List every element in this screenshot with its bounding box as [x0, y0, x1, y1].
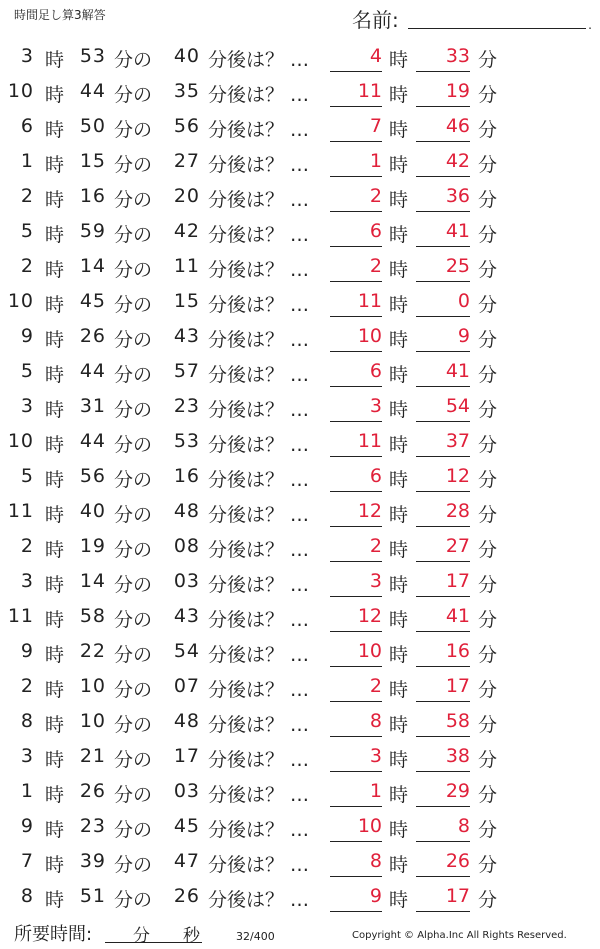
- question-text: 分後は？ …: [208, 749, 310, 771]
- added-minutes: 27: [173, 150, 200, 172]
- hour-unit: 時: [45, 539, 65, 561]
- minute-unit: 分: [478, 329, 498, 351]
- answer-minute[interactable]: 29: [416, 780, 470, 807]
- problem-list: [0, 40, 600, 915]
- added-minutes: 45: [173, 815, 200, 837]
- minute-unit: 分: [478, 189, 498, 211]
- hour-unit: 時: [45, 784, 65, 806]
- problem-row: [0, 75, 600, 110]
- problem-row: [0, 285, 600, 320]
- question-text: 分後は？ …: [208, 539, 310, 561]
- answer-hour[interactable]: 11: [330, 80, 382, 107]
- hour-unit: 時: [389, 644, 409, 666]
- added-minutes: 48: [173, 500, 200, 522]
- start-minute: 15: [79, 150, 106, 172]
- minute-of-label: 分の: [114, 644, 153, 666]
- minute-unit: 分: [478, 784, 498, 806]
- hour-unit: 時: [389, 784, 409, 806]
- question-text: 分後は？ …: [208, 119, 310, 141]
- answer-minute[interactable]: 27: [416, 535, 470, 562]
- hour-unit: 時: [389, 399, 409, 421]
- minute-of-label: 分の: [114, 784, 153, 806]
- answer-minute[interactable]: 17: [416, 570, 470, 597]
- answer-hour[interactable]: 3: [330, 570, 382, 597]
- start-minute: 23: [79, 815, 106, 837]
- added-minutes: 53: [173, 430, 200, 452]
- problem-row: [0, 40, 600, 75]
- answer-hour[interactable]: 1: [330, 780, 382, 807]
- answer-minute[interactable]: 28: [416, 500, 470, 527]
- question-text: 分後は？ …: [208, 224, 310, 246]
- hour-unit: 時: [389, 609, 409, 631]
- name-underline: [408, 28, 586, 29]
- minute-unit: 分: [478, 889, 498, 911]
- start-hour: 9: [20, 815, 34, 837]
- hour-unit: 時: [389, 434, 409, 456]
- minute-of-label: 分の: [114, 49, 153, 71]
- added-minutes: 47: [173, 850, 200, 872]
- problem-row: [0, 810, 600, 845]
- answer-hour[interactable]: 2: [330, 675, 382, 702]
- minute-unit: 分: [478, 644, 498, 666]
- minute-of-label: 分の: [114, 574, 153, 596]
- question-text: 分後は？ …: [208, 49, 310, 71]
- minute-unit: 分: [478, 574, 498, 596]
- question-text: 分後は？ …: [208, 259, 310, 281]
- start-minute: 40: [79, 500, 106, 522]
- minute-unit: 分: [478, 854, 498, 876]
- start-hour: 9: [20, 325, 34, 347]
- minute-unit: 分: [478, 364, 498, 386]
- name-field[interactable]: [352, 4, 592, 30]
- hour-unit: 時: [45, 399, 65, 421]
- minute-of-label: 分の: [114, 539, 153, 561]
- hour-unit: 時: [389, 119, 409, 141]
- added-minutes: 07: [173, 675, 200, 697]
- hour-unit: 時: [389, 49, 409, 71]
- hour-unit: 時: [389, 854, 409, 876]
- hour-unit: 時: [45, 154, 65, 176]
- minute-of-label: 分の: [114, 399, 153, 421]
- answer-minute[interactable]: 16: [416, 640, 470, 667]
- minute-of-label: 分の: [114, 609, 153, 631]
- start-minute: 58: [79, 605, 106, 627]
- question-text: 分後は？ …: [208, 504, 310, 526]
- worksheet-title: 時間足し算3解答: [14, 8, 106, 22]
- hour-unit: 時: [45, 749, 65, 771]
- added-minutes: 35: [173, 80, 200, 102]
- answer-minute[interactable]: 19: [416, 80, 470, 107]
- question-text: 分後は？ …: [208, 84, 310, 106]
- answer-minute[interactable]: 33: [416, 45, 470, 72]
- problem-row: [0, 390, 600, 425]
- name-label: 名前:: [352, 8, 399, 32]
- copyright: Copyright © Alpha.Inc All Rights Reserved.: [352, 930, 567, 941]
- hour-unit: 時: [389, 84, 409, 106]
- time-seconds-label: 秒: [183, 926, 200, 946]
- minute-unit: 分: [478, 469, 498, 491]
- problem-row: [0, 355, 600, 390]
- hour-unit: 時: [389, 714, 409, 736]
- answer-minute[interactable]: 25: [416, 255, 470, 282]
- start-minute: 50: [79, 115, 106, 137]
- answer-hour[interactable]: 12: [330, 500, 382, 527]
- minute-unit: 分: [478, 119, 498, 141]
- start-minute: 16: [79, 185, 106, 207]
- question-text: 分後は？ …: [208, 819, 310, 841]
- hour-unit: 時: [45, 434, 65, 456]
- minute-unit: 分: [478, 154, 498, 176]
- minute-of-label: 分の: [114, 469, 153, 491]
- question-text: 分後は？ …: [208, 609, 310, 631]
- start-minute: 53: [79, 45, 106, 67]
- start-minute: 45: [79, 290, 106, 312]
- start-hour: 8: [20, 885, 34, 907]
- start-hour: 1: [20, 780, 34, 802]
- problem-row: [0, 250, 600, 285]
- answer-minute[interactable]: 9: [416, 325, 470, 352]
- answer-minute[interactable]: 38: [416, 745, 470, 772]
- question-text: 分後は？ …: [208, 469, 310, 491]
- problem-row: [0, 180, 600, 215]
- problem-row: [0, 635, 600, 670]
- start-minute: 26: [79, 325, 106, 347]
- answer-minute[interactable]: 17: [416, 885, 470, 912]
- added-minutes: 20: [173, 185, 200, 207]
- added-minutes: 08: [173, 535, 200, 557]
- start-minute: 39: [79, 850, 106, 872]
- question-text: 分後は？ …: [208, 329, 310, 351]
- hour-unit: 時: [45, 119, 65, 141]
- start-minute: 14: [79, 570, 106, 592]
- start-hour: 8: [20, 710, 34, 732]
- answer-hour[interactable]: 3: [330, 745, 382, 772]
- hour-unit: 時: [45, 224, 65, 246]
- problem-row: [0, 110, 600, 145]
- problem-row: [0, 320, 600, 355]
- name-period: .: [588, 18, 592, 32]
- start-minute: 51: [79, 885, 106, 907]
- problem-row: [0, 845, 600, 880]
- start-hour: 2: [20, 185, 34, 207]
- start-minute: 44: [79, 360, 106, 382]
- hour-unit: 時: [389, 819, 409, 841]
- added-minutes: 17: [173, 745, 200, 767]
- minute-of-label: 分の: [114, 189, 153, 211]
- answer-hour[interactable]: 2: [330, 535, 382, 562]
- added-minutes: 43: [173, 605, 200, 627]
- answer-hour[interactable]: 2: [330, 185, 382, 212]
- problem-row: [0, 775, 600, 810]
- start-hour: 2: [20, 675, 34, 697]
- hour-unit: 時: [389, 469, 409, 491]
- hour-unit: 時: [45, 504, 65, 526]
- start-hour: 11: [7, 500, 34, 522]
- start-hour: 5: [20, 465, 34, 487]
- added-minutes: 26: [173, 885, 200, 907]
- answer-minute[interactable]: 41: [416, 605, 470, 632]
- problem-row: [0, 145, 600, 180]
- added-minutes: 42: [173, 220, 200, 242]
- question-text: 分後は？ …: [208, 154, 310, 176]
- hour-unit: 時: [389, 889, 409, 911]
- minute-of-label: 分の: [114, 749, 153, 771]
- minute-of-label: 分の: [114, 294, 153, 316]
- minute-unit: 分: [478, 609, 498, 631]
- hour-unit: 時: [45, 644, 65, 666]
- minute-unit: 分: [478, 504, 498, 526]
- minute-of-label: 分の: [114, 679, 153, 701]
- time-required-label: 所要時間:: [14, 924, 93, 945]
- start-hour: 3: [20, 395, 34, 417]
- minute-of-label: 分の: [114, 889, 153, 911]
- answer-hour[interactable]: 6: [330, 360, 382, 387]
- problem-row: [0, 670, 600, 705]
- hour-unit: 時: [389, 504, 409, 526]
- minute-of-label: 分の: [114, 154, 153, 176]
- hour-unit: 時: [389, 189, 409, 211]
- start-hour: 5: [20, 220, 34, 242]
- question-text: 分後は？ …: [208, 399, 310, 421]
- hour-unit: 時: [389, 224, 409, 246]
- problem-row: [0, 600, 600, 635]
- hour-unit: 時: [389, 574, 409, 596]
- start-hour: 2: [20, 255, 34, 277]
- answer-hour[interactable]: 7: [330, 115, 382, 142]
- answer-hour[interactable]: 9: [330, 885, 382, 912]
- added-minutes: 56: [173, 115, 200, 137]
- minute-of-label: 分の: [114, 854, 153, 876]
- answer-minute[interactable]: 41: [416, 360, 470, 387]
- start-hour: 3: [20, 570, 34, 592]
- added-minutes: 54: [173, 640, 200, 662]
- hour-unit: 時: [45, 714, 65, 736]
- hour-unit: 時: [45, 574, 65, 596]
- answer-minute[interactable]: 37: [416, 430, 470, 457]
- answer-hour[interactable]: 2: [330, 255, 382, 282]
- hour-unit: 時: [45, 189, 65, 211]
- minute-of-label: 分の: [114, 329, 153, 351]
- question-text: 分後は？ …: [208, 364, 310, 386]
- time-minutes-label: 分: [133, 926, 150, 946]
- answer-hour[interactable]: 10: [330, 325, 382, 352]
- hour-unit: 時: [45, 294, 65, 316]
- start-hour: 10: [7, 80, 34, 102]
- start-hour: 7: [20, 850, 34, 872]
- hour-unit: 時: [45, 259, 65, 281]
- start-hour: 10: [7, 430, 34, 452]
- hour-unit: 時: [45, 889, 65, 911]
- minute-of-label: 分の: [114, 364, 153, 386]
- start-hour: 5: [20, 360, 34, 382]
- added-minutes: 23: [173, 395, 200, 417]
- minute-of-label: 分の: [114, 84, 153, 106]
- problem-row: [0, 565, 600, 600]
- hour-unit: 時: [45, 679, 65, 701]
- answer-minute[interactable]: 42: [416, 150, 470, 177]
- minute-unit: 分: [478, 399, 498, 421]
- answer-hour[interactable]: 6: [330, 220, 382, 247]
- problem-row: [0, 425, 600, 460]
- hour-unit: 時: [45, 609, 65, 631]
- start-minute: 44: [79, 80, 106, 102]
- minute-unit: 分: [478, 49, 498, 71]
- minute-of-label: 分の: [114, 119, 153, 141]
- answer-minute[interactable]: 58: [416, 710, 470, 737]
- start-minute: 44: [79, 430, 106, 452]
- answer-hour[interactable]: 8: [330, 850, 382, 877]
- added-minutes: 11: [173, 255, 200, 277]
- answer-hour[interactable]: 4: [330, 45, 382, 72]
- minute-unit: 分: [478, 679, 498, 701]
- answer-minute[interactable]: 41: [416, 220, 470, 247]
- hour-unit: 時: [45, 49, 65, 71]
- problem-row: [0, 740, 600, 775]
- minute-unit: 分: [478, 259, 498, 281]
- start-minute: 59: [79, 220, 106, 242]
- answer-minute[interactable]: 0: [416, 290, 470, 317]
- minute-unit: 分: [478, 224, 498, 246]
- answer-hour[interactable]: 11: [330, 430, 382, 457]
- question-text: 分後は？ …: [208, 574, 310, 596]
- start-hour: 3: [20, 45, 34, 67]
- answer-hour[interactable]: 3: [330, 395, 382, 422]
- question-text: 分後は？ …: [208, 679, 310, 701]
- start-minute: 10: [79, 710, 106, 732]
- added-minutes: 15: [173, 290, 200, 312]
- hour-unit: 時: [45, 854, 65, 876]
- minute-unit: 分: [478, 714, 498, 736]
- hour-unit: 時: [389, 539, 409, 561]
- minute-unit: 分: [478, 434, 498, 456]
- minute-unit: 分: [478, 819, 498, 841]
- added-minutes: 43: [173, 325, 200, 347]
- start-minute: 56: [79, 465, 106, 487]
- start-minute: 10: [79, 675, 106, 697]
- answer-minute[interactable]: 46: [416, 115, 470, 142]
- added-minutes: 03: [173, 570, 200, 592]
- minute-unit: 分: [478, 749, 498, 771]
- start-minute: 22: [79, 640, 106, 662]
- question-text: 分後は？ …: [208, 189, 310, 211]
- hour-unit: 時: [389, 294, 409, 316]
- page-number: 32/400: [236, 930, 275, 943]
- start-hour: 9: [20, 640, 34, 662]
- start-hour: 3: [20, 745, 34, 767]
- start-hour: 6: [20, 115, 34, 137]
- question-text: 分後は？ …: [208, 294, 310, 316]
- answer-hour[interactable]: 12: [330, 605, 382, 632]
- start-hour: 10: [7, 290, 34, 312]
- answer-minute[interactable]: 54: [416, 395, 470, 422]
- minute-unit: 分: [478, 539, 498, 561]
- question-text: 分後は？ …: [208, 784, 310, 806]
- added-minutes: 48: [173, 710, 200, 732]
- start-minute: 26: [79, 780, 106, 802]
- hour-unit: 時: [45, 819, 65, 841]
- minute-unit: 分: [478, 294, 498, 316]
- hour-unit: 時: [389, 364, 409, 386]
- hour-unit: 時: [389, 259, 409, 281]
- answer-hour[interactable]: 10: [330, 815, 382, 842]
- question-text: 分後は？ …: [208, 434, 310, 456]
- problem-row: [0, 705, 600, 740]
- answer-hour[interactable]: 8: [330, 710, 382, 737]
- start-minute: 19: [79, 535, 106, 557]
- hour-unit: 時: [45, 329, 65, 351]
- added-minutes: 16: [173, 465, 200, 487]
- start-minute: 14: [79, 255, 106, 277]
- answer-minute[interactable]: 36: [416, 185, 470, 212]
- start-hour: 1: [20, 150, 34, 172]
- hour-unit: 時: [389, 154, 409, 176]
- start-hour: 2: [20, 535, 34, 557]
- minute-of-label: 分の: [114, 434, 153, 456]
- question-text: 分後は？ …: [208, 644, 310, 666]
- problem-row: [0, 215, 600, 250]
- question-text: 分後は？ …: [208, 854, 310, 876]
- problem-row: [0, 530, 600, 565]
- minute-of-label: 分の: [114, 504, 153, 526]
- hour-unit: 時: [389, 329, 409, 351]
- hour-unit: 時: [45, 84, 65, 106]
- answer-minute[interactable]: 8: [416, 815, 470, 842]
- question-text: 分後は？ …: [208, 714, 310, 736]
- answer-minute[interactable]: 17: [416, 675, 470, 702]
- minute-of-label: 分の: [114, 224, 153, 246]
- minute-of-label: 分の: [114, 259, 153, 281]
- added-minutes: 57: [173, 360, 200, 382]
- added-minutes: 03: [173, 780, 200, 802]
- start-minute: 31: [79, 395, 106, 417]
- problem-row: [0, 495, 600, 530]
- hour-unit: 時: [389, 679, 409, 701]
- answer-hour[interactable]: 6: [330, 465, 382, 492]
- problem-row: [0, 880, 600, 915]
- minute-of-label: 分の: [114, 714, 153, 736]
- minute-of-label: 分の: [114, 819, 153, 841]
- answer-minute[interactable]: 26: [416, 850, 470, 877]
- hour-unit: 時: [389, 749, 409, 771]
- question-text: 分後は？ …: [208, 889, 310, 911]
- answer-minute[interactable]: 12: [416, 465, 470, 492]
- start-minute: 21: [79, 745, 106, 767]
- answer-hour[interactable]: 1: [330, 150, 382, 177]
- hour-unit: 時: [45, 364, 65, 386]
- start-hour: 11: [7, 605, 34, 627]
- added-minutes: 40: [173, 45, 200, 67]
- minute-unit: 分: [478, 84, 498, 106]
- answer-hour[interactable]: 10: [330, 640, 382, 667]
- hour-unit: 時: [45, 469, 65, 491]
- problem-row: [0, 460, 600, 495]
- answer-hour[interactable]: 11: [330, 290, 382, 317]
